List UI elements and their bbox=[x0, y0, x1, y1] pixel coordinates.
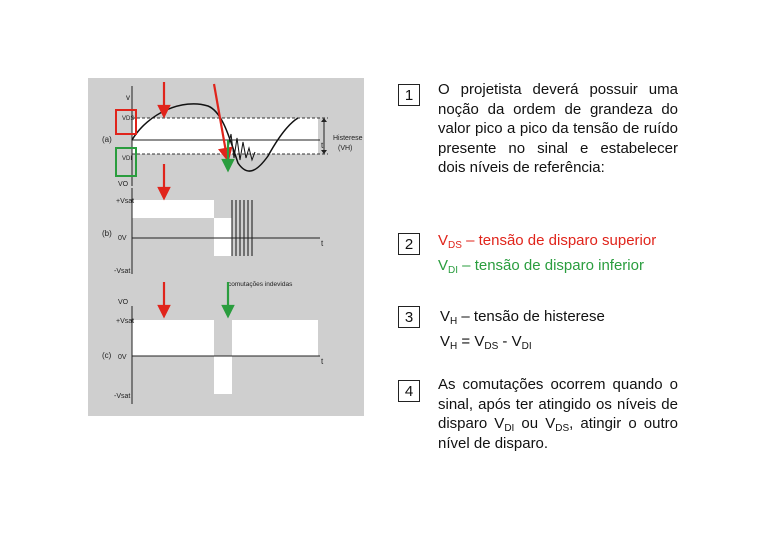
plus-vsat-b: +Vsat bbox=[116, 198, 135, 205]
item-1-text: O projetista deverá possuir uma noção da ordem de grandeza do valor pico a pico da tensão de ruído presente no sinal e estabelecer dois níveis de referência: bbox=[438, 81, 678, 176]
item-3-text bbox=[440, 307, 680, 351]
hysteresis-label: Histerese bbox=[333, 135, 363, 142]
comutacoes-label: comutações indevidas bbox=[228, 281, 293, 288]
output-c-high-1 bbox=[132, 320, 214, 356]
item-number-2: 2 bbox=[398, 233, 420, 255]
waveform-diagram bbox=[88, 78, 364, 416]
vdi-small-label: VDI bbox=[122, 156, 133, 162]
vh-formula: $V_H = V_{DS} - V_{DI}$ bbox=[440, 332, 532, 352]
vds-small-label: VDS bbox=[122, 116, 135, 122]
t-axis-label-a: t bbox=[321, 141, 324, 150]
vdi-definition: $V_{DI}$ – tensão de disparo inferior bbox=[438, 256, 644, 276]
zero-v-c: 0V bbox=[118, 354, 127, 361]
vh-definition: $V_H$ – tensão de histerese bbox=[440, 308, 605, 327]
panel-a-label: (a) bbox=[102, 135, 112, 144]
item-2-text bbox=[438, 231, 698, 275]
hysteresis-sub-label: (VH) bbox=[338, 145, 353, 152]
output-c-high-2 bbox=[232, 320, 318, 356]
v-axis-label: v bbox=[126, 93, 130, 102]
t-axis-label-c: t bbox=[321, 357, 324, 366]
vo-label-b: VO bbox=[118, 181, 129, 188]
output-c-low bbox=[214, 356, 232, 394]
item-number-3: 3 bbox=[398, 306, 420, 328]
zero-v-b: 0V bbox=[118, 235, 127, 242]
minus-vsat-b: -Vsat bbox=[114, 268, 131, 275]
output-b-low bbox=[214, 218, 232, 256]
panel-c-label: (c) bbox=[102, 351, 112, 360]
output-b-high bbox=[132, 200, 214, 218]
t-axis-label-b: t bbox=[321, 239, 324, 248]
minus-vsat-c: -Vsat bbox=[114, 393, 131, 400]
waveform-figure bbox=[88, 78, 364, 416]
panel-b-label: (b) bbox=[102, 229, 112, 238]
item-number-4: 4 bbox=[398, 380, 420, 402]
vo-label-c: VO bbox=[118, 299, 129, 306]
vds-definition: $V_{DS}$ – tensão de disparo superior bbox=[438, 232, 657, 251]
item-number-1: 1 bbox=[398, 84, 420, 106]
plus-vsat-c: +Vsat bbox=[116, 318, 135, 325]
item-4-text: As comutações ocorrem quando o sinal, após ter atingido os níveis de disparo $V_{DI}$ ou $V_{DS}$, atingir o outro nível de disparo. bbox=[438, 376, 678, 452]
